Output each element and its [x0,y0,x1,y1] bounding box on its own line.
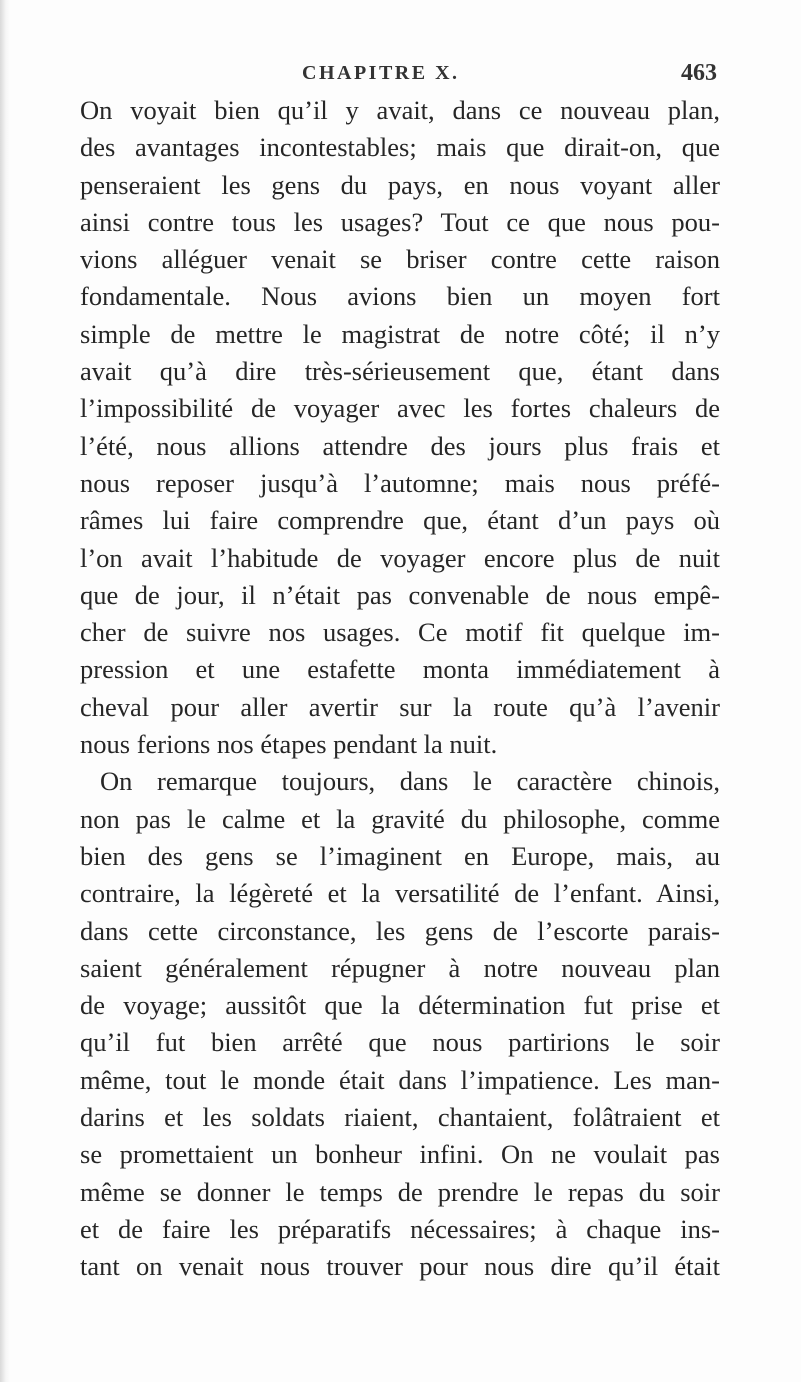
text-line: saient généralement répugner à notre nouveau plan [80,952,720,983]
text-line: simple de mettre le magistrat de notre côté; il n’y [80,318,720,349]
text-line: l’été, nous allions attendre des jours plus frais et [80,430,720,461]
text-line: darins et les soldats riaient, chantaient, folâtraient et [80,1102,720,1133]
text-line: râmes lui faire comprendre que, étant d’un pays où [80,505,720,536]
text-line: fondamentale. Nous avions bien un moyen fort [80,281,720,312]
text-line: non pas le calme et la gravité du philosophe, comme [80,803,720,834]
text-line: l’on avait l’habitude de voyager encore plus de nuit [80,542,720,573]
text-line: et de faire les préparatifs nécessaires; à chaque ins- [80,1213,720,1244]
text-line: même, tout le monde était dans l’impatience. Les man- [80,1064,720,1095]
page-gutter-shadow [0,0,10,1382]
running-header [0,62,801,92]
text-line: avait qu’à dire très-sérieusement que, étant dans [80,356,720,387]
text-line: qu’il fut bien arrêté que nous partirions le soir [80,1027,720,1058]
text-line: se promettaient un bonheur infini. On ne voulait pas [80,1139,720,1170]
text-line: des avantages incontestables; mais que dirait-on, que [80,132,720,163]
text-line: tant on venait nous trouver pour nous dire qu’il était [80,1251,720,1282]
text-line: bien des gens se l’imaginent en Europe, mais, au [80,840,720,871]
text-line: que de jour, il n’était pas convenable de nous empê- [80,579,720,610]
text-line: l’impossibilité de voyager avec les fortes chaleurs de [80,393,720,424]
paragraph-end-line: nous ferions nos étapes pendant la nuit. [80,729,498,760]
text-line: pression et une estafette monta immédiatement à [80,654,720,685]
text-line: ainsi contre tous les usages? Tout ce que nous pou- [80,206,720,237]
text-line: dans cette circonstance, les gens de l’escorte parais- [80,915,720,946]
paragraph-first-line: On remarque toujours, dans le caractère chinois, [100,766,720,797]
text-line: de voyage; aussitôt que la détermination fut prise et [80,990,720,1021]
text-line: On voyait bien qu’il y avait, dans ce nouveau plan, [80,95,720,125]
text-line: nous reposer jusqu’à l’automne; mais nous préfé- [80,467,720,498]
page-number: 463 [681,60,717,86]
body-text [80,92,720,1286]
text-line: même se donner le temps de prendre le repas du soir [80,1176,720,1207]
text-line: penseraient les gens du pays, en nous voyant aller [80,169,720,200]
text-line: contraire, la légèreté et la versatilité de l’enfant. Ainsi, [80,878,720,909]
text-line: cheval pour aller avertir sur la route qu’à l’avenir [80,691,720,722]
text-line: cher de suivre nos usages. Ce motif fit quelque im- [80,617,720,648]
chapter-heading: CHAPITRE X. [302,62,460,84]
text-line: vions alléguer venait se briser contre cette raison [80,244,720,275]
